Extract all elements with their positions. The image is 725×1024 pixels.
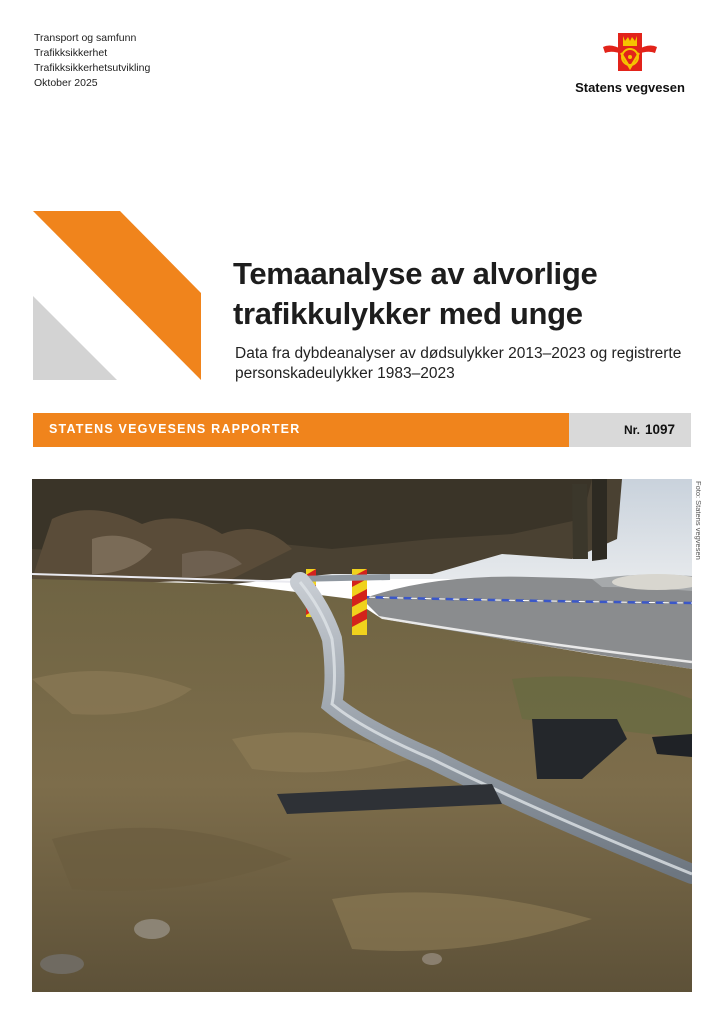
- series-number-box: [569, 413, 691, 447]
- page-title: [233, 254, 693, 334]
- report-number-value: 1097: [644, 422, 675, 437]
- series-label: STATENS VEGVESENS RAPPORTER: [49, 422, 301, 436]
- report-number: [624, 422, 675, 437]
- decorative-stripes: [33, 211, 203, 383]
- subtitle-line-2: personskadeulykker 1983–2023: [235, 365, 455, 382]
- page-subtitle: [235, 344, 705, 384]
- meta-line-4: Oktober 2025: [34, 77, 98, 89]
- title-line-1: Temaanalyse av alvorlige: [233, 256, 598, 291]
- statens-vegvesen-logo: [566, 30, 694, 100]
- meta-line-3: Trafikksikkerhetsutvikling: [34, 62, 151, 74]
- photo-credit: [693, 481, 705, 571]
- crash-scene-image: [32, 479, 692, 992]
- photo-credit-text: Foto: Statens vegvesen: [694, 481, 703, 560]
- cover-photo: [32, 479, 692, 992]
- title-line-2: trafikkulykker med unge: [233, 296, 583, 331]
- gray-triangle-shape: [33, 296, 117, 380]
- statens-vegvesen-emblem-icon: [601, 30, 659, 76]
- report-number-label: Nr.: [623, 423, 640, 437]
- series-band-orange: [33, 413, 569, 447]
- meta-line-2: Trafikksikkerhet: [34, 47, 108, 59]
- series-band: [33, 413, 691, 447]
- logo-wordmark: Statens vegvesen: [575, 80, 685, 95]
- meta-line-1: Transport og samfunn: [34, 32, 137, 44]
- report-meta: [34, 31, 150, 91]
- subtitle-line-1: Data fra dybdeanalyser av dødsulykker 2013–2023 og registrerte: [235, 345, 682, 362]
